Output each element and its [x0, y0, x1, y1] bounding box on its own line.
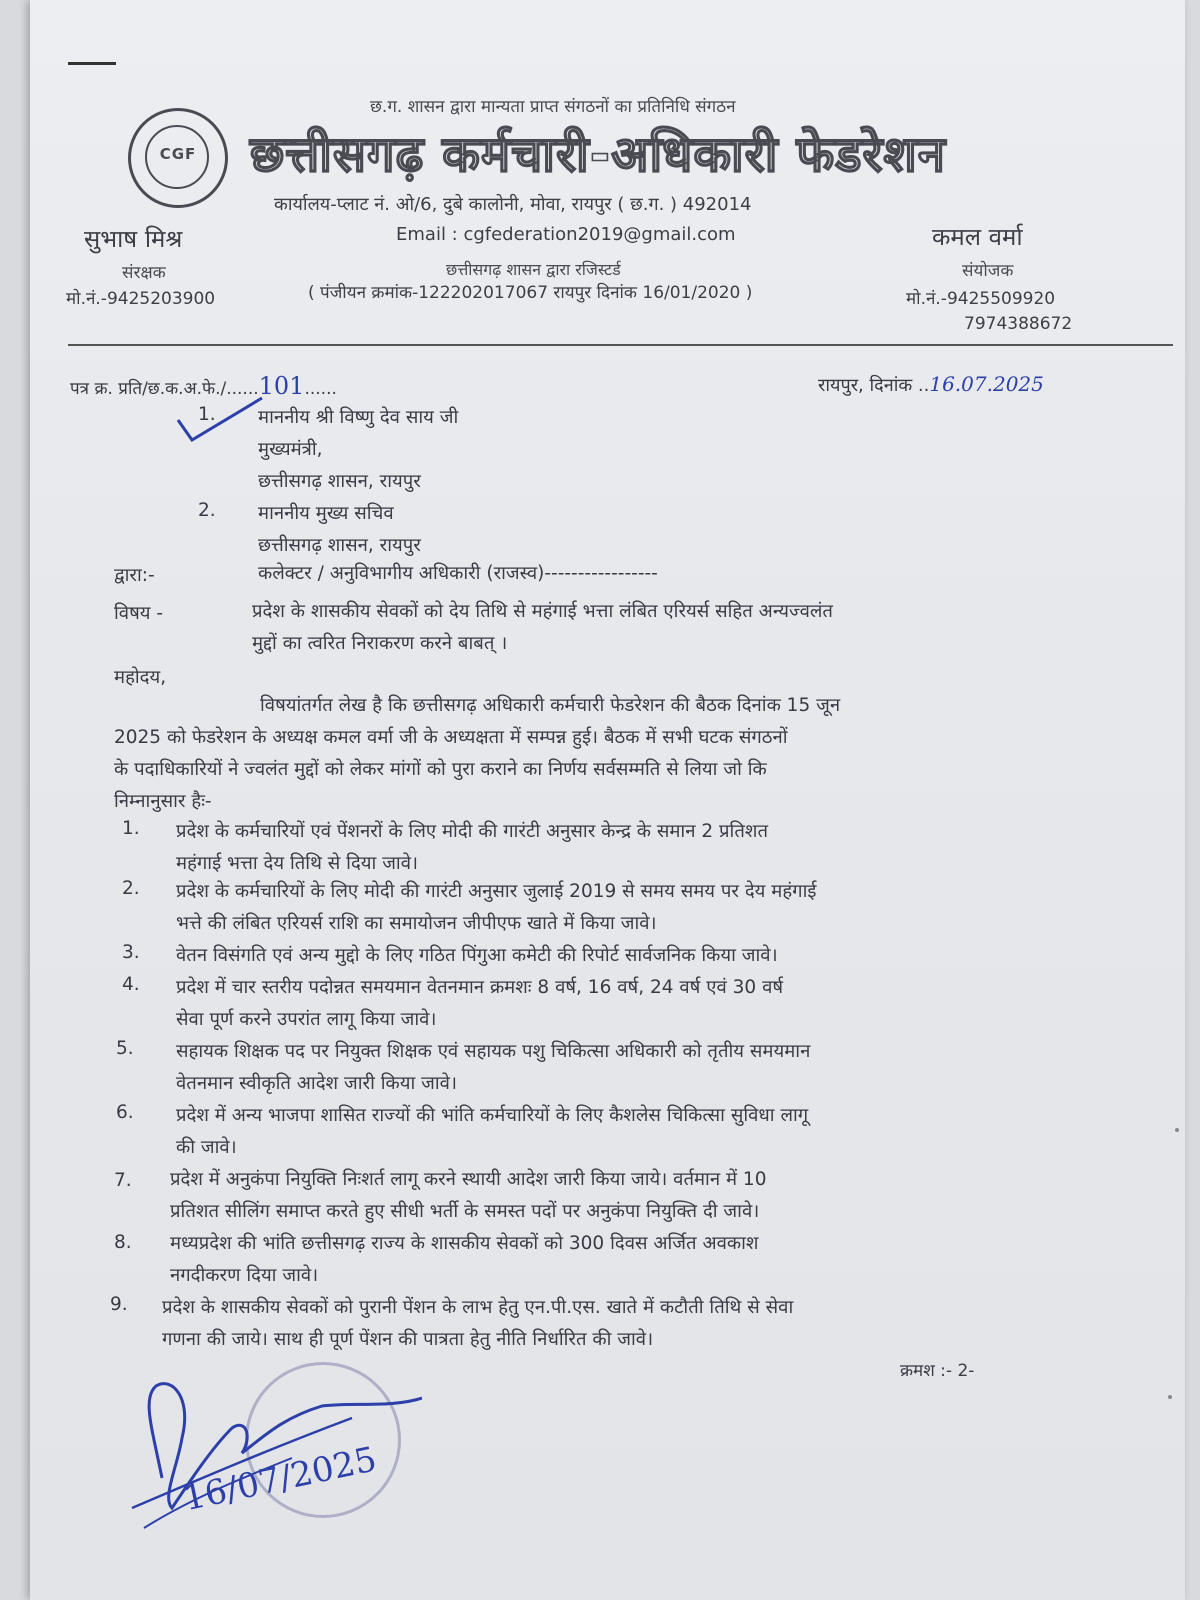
point-4-number: 4. [122, 974, 140, 995]
point-7-line-2: प्रतिशत सीलिंग समाप्त करते हुए सीधी भर्ती के समस्त पदों पर अनुकंपा नियुक्ति दी जावे। [170, 1201, 760, 1222]
point-1-number: 1. [122, 818, 140, 839]
point-2-number: 2. [122, 878, 140, 899]
point-2-line-2: भत्ते की लंबित एरियर्स राशि का समायोजन जीपीएफ खाते में किया जावे। [176, 913, 657, 934]
via-label: द्वारा:- [114, 565, 155, 586]
patron-title: संरक्षक [122, 263, 166, 283]
point-6-line-2: की जावे। [176, 1137, 237, 1158]
recipient-1-line-1: माननीय श्री विष्णु देव साय जी [258, 407, 459, 428]
point-8-line-1: मध्यप्रदेश की भांति छत्तीसगढ़ राज्य के शासकीय सेवकों को 300 दिवस अर्जित अवकाश [170, 1233, 759, 1254]
date-value: 16.07.2025 [929, 372, 1044, 396]
seal-monogram: CGF [159, 145, 197, 163]
subject-label: विषय - [114, 603, 164, 624]
point-9-number: 9. [110, 1294, 128, 1315]
point-8-line-2: नगदीकरण दिया जावे। [170, 1265, 319, 1286]
organization-name: छत्तीसगढ़ कर्मचारी-अधिकारी फेडरेशन [250, 126, 946, 183]
subject-line-1: प्रदेश के शासकीय सेवकों को देय तिथि से महंगाई भत्ता लंबित एरियर्स सहित अन्यज्वलंत [252, 601, 833, 622]
convener-title: संयोजक [962, 261, 1014, 281]
letter-page [30, 0, 1185, 1600]
checkmark-icon [176, 396, 266, 446]
email-address: Email : cgfederation2019@gmail.com [396, 224, 736, 245]
recipient-2-line-1: माननीय मुख्य सचिव [258, 503, 394, 524]
point-9-line-2: गणना की जाये। साथ ही पूर्ण पेंशन की पात्रता हेतु नीति निर्धारित की जावे। [162, 1329, 654, 1350]
intro-line-3: के पदाधिकारियों ने ज्वलंत मुद्दों को लेकर मांगों को पुरा कराने का निर्णय सर्वसम्मति से लिया जो कि [114, 759, 767, 780]
letter-date [818, 372, 1044, 397]
signature-image [122, 1358, 422, 1558]
pen-mark [68, 62, 116, 65]
registration-number: ( पंजीयन क्रमांक-122202017067 रायपुर दिनांक 16/01/2020 ) [308, 283, 753, 303]
point-7-line-1: प्रदेश में अनुकंपा नियुक्ति निःशर्त लागू करने स्थायी आदेश जारी किया जाये। वर्तमान में 10 [170, 1169, 767, 1190]
recipient-1-line-2: मुख्यमंत्री, [258, 439, 323, 460]
registered-note: छत्तीसगढ़ शासन द्वारा रजिस्टर्ड [446, 260, 621, 279]
recipient-2-line-2: छत्तीसगढ़ शासन, रायपुर [258, 535, 421, 556]
intro-line-2: 2025 को फेडरेशन के अध्यक्ष कमल वर्मा जी के अध्यक्षता में सम्पन्न हुई। बैठक में सभी घटक संगठनों [114, 727, 788, 748]
paper-speck [1168, 1395, 1172, 1399]
point-5-line-1: सहायक शिक्षक पद पर नियुक्त शिक्षक एवं सहायक पशु चिकित्सा अधिकारी को तृतीय समयमान [176, 1041, 811, 1062]
header-tagline: छ.ग. शासन द्वारा मान्यता प्राप्त संगठनों का प्रतिनिधि संगठन [370, 97, 736, 117]
reference-label: पत्र क्र. प्रति/छ.क.अ.फे./...... [70, 379, 259, 399]
subject-line-2: मुद्दों का त्वरित निराकरण करने बाबत् । [252, 633, 508, 654]
point-3-line-1: वेतन विसंगति एवं अन्य मुद्दो के लिए गठित पिंगुआ कमेटी की रिपोर्ट सार्वजनिक किया जावे। [176, 945, 778, 966]
convener-mobile-2: 7974388672 [964, 314, 1073, 334]
federation-seal-icon [128, 108, 228, 208]
convener-name: कमल वर्मा [932, 223, 1023, 251]
patron-mobile: मो.नं.-9425203900 [66, 289, 216, 309]
recipient-1-line-3: छत्तीसगढ़ शासन, रायपुर [258, 471, 421, 492]
recipient-1-number: 1. [198, 404, 216, 425]
point-2-line-1: प्रदेश के कर्मचारियों के लिए मोदी की गारंटी अनुसार जुलाई 2019 से समय समय पर देय महंगाई [176, 881, 817, 902]
patron-name: सुभाष मिश्र [84, 225, 183, 253]
point-1-line-2: महंगाई भत्ता देय तिथि से दिया जावे। [176, 853, 419, 874]
signature-date: 16/07/2025 [180, 1439, 381, 1520]
paper-speck [1175, 1128, 1179, 1132]
point-6-number: 6. [116, 1102, 134, 1123]
point-8-number: 8. [114, 1232, 132, 1253]
reference-dots: ...... [304, 379, 337, 399]
point-1-line-1: प्रदेश के कर्मचारियों एवं पेंशनरों के लिए मोदी की गारंटी अनुसार केन्द्र के समान 2 प्रतिशत [176, 821, 769, 842]
point-5-line-2: वेतनमान स्वीकृति आदेश जारी किया जावे। [176, 1073, 457, 1094]
header-divider [68, 344, 1173, 346]
point-4-line-1: प्रदेश में चार स्तरीय पदोन्नत समयमान वेतनमान क्रमशः 8 वर्ष, 16 वर्ष, 24 वर्ष एवं 30 वर्ष [176, 977, 784, 998]
via-text: कलेक्टर / अनुविभागीय अधिकारी (राजस्व)----------------- [258, 563, 658, 584]
intro-line-4: निम्नानुसार हैः- [114, 791, 212, 812]
point-4-line-2: सेवा पूर्ण करने उपरांत लागू किया जावे। [176, 1009, 437, 1030]
point-6-line-1: प्रदेश में अन्य भाजपा शासित राज्यों की भांति कर्मचारियों के लिए कैशलेस चिकित्सा सुविधा लागू [176, 1105, 809, 1126]
point-5-number: 5. [116, 1038, 134, 1059]
reference-number: 101 [258, 372, 305, 400]
point-9-line-1: प्रदेश के शासकीय सेवकों को पुरानी पेंशन के लाभ हेतु एन.पी.एस. खाते में कटौती तिथि से सेवा [162, 1297, 794, 1318]
recipient-2-number: 2. [198, 500, 216, 521]
intro-line-1: विषयांतर्गत लेख है कि छत्तीसगढ़ अधिकारी कर्मचारी फेडरेशन की बैठक दिनांक 15 जून [260, 695, 841, 716]
office-address: कार्यालय-प्लाट नं. ओ/6, दुबे कालोनी, मोवा, रायपुर ( छ.ग. ) 492014 [274, 194, 752, 215]
date-label: रायपुर, दिनांक .. [818, 375, 930, 396]
convener-mobile: मो.नं.-9425509920 [906, 289, 1056, 309]
salutation: महोदय, [114, 667, 167, 688]
point-3-number: 3. [122, 942, 140, 963]
point-7-number: 7. [114, 1170, 132, 1191]
continued-note: क्रमश :- 2- [900, 1361, 975, 1381]
